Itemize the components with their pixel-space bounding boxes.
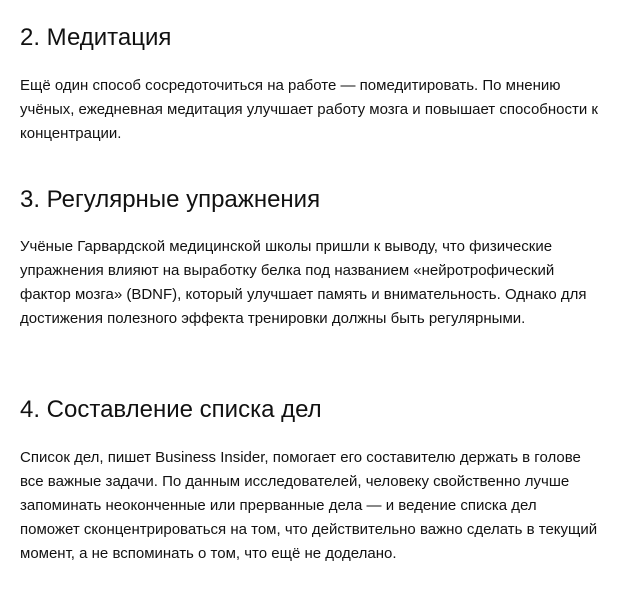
section-body-meditation: Ещё один способ сосредоточиться на работе — помедитировать. По мнению учёных, ежедневная медитация улучшает работу мозга и повышает способности к концентрации. [20, 77, 598, 142]
section-heading-exercise: 3. Регулярные упражнения [20, 186, 321, 213]
section-body-exercise: Учёные Гарвардской медицинской школы пришли к выводу, что физические упражнения влияют на выработку белка под названием «нейротрофический фактор мозга» (BDNF), который улучшает память и внимательность. Однако для достижения полезного эффекта тренировки должны быть регулярными. [20, 238, 587, 327]
section-heading-meditation: 2. Медитация [20, 24, 172, 51]
section-heading-todo-list: 4. Составление списка дел [20, 396, 322, 423]
section-body-todo-list: Список дел, пишет Business Insider, помогает его составителю держать в голове все важные задачи. По данным исследователей, человеку свойственно лучше запоминать неоконченные или прерванные дела — и ведение списка дел поможет сконцентрироваться на том, что действительно важно сделать в текущий момент, а не вспоминать о том, что ещё не доделано. [20, 449, 598, 562]
